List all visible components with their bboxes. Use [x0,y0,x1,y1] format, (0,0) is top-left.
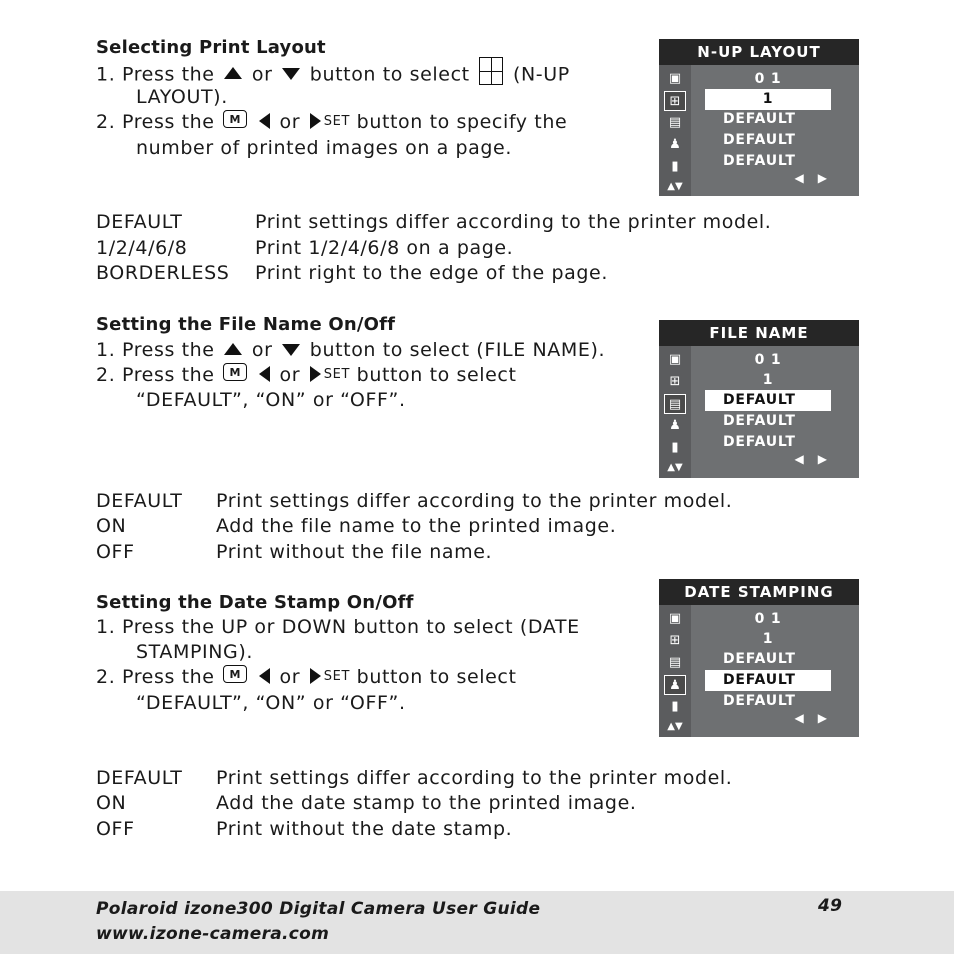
option-desc: Add the file name to the printed image. [216,515,617,537]
step-2-continuation: “DEFAULT”, “ON” or “OFF”. [136,692,406,714]
right-arrow-icon [310,668,321,684]
option-row [96,262,608,284]
option-key: DEFAULT [96,490,183,512]
layout-icon: ⊞ [664,91,686,111]
option-key: DEFAULT [96,211,183,233]
up-arrow-icon [224,67,242,79]
filename-icon: ▤ [668,115,682,130]
panel-row: DEFAULT [723,111,796,127]
panel-row: DEFAULT [723,651,796,667]
lcd-panel-date-stamping [659,579,859,737]
panel-row-selected: DEFAULT [705,670,831,691]
panel-row: 1 [762,372,774,388]
panel-row: DEFAULT [723,413,796,429]
print-icon: ▮ [671,699,679,714]
nup-layout-icon [479,57,503,85]
option-desc: Print right to the edge of the page. [255,262,608,284]
up-down-icon: ▲▼ [667,181,683,192]
step-text: (N-UP [512,63,570,86]
website-link[interactable]: www.izone-camera.com [96,924,330,944]
section-heading-file-name: Setting the File Name On/Off [96,314,396,335]
panel-row-selected: DEFAULT [705,390,831,411]
step-text: button to select [356,364,517,386]
step-text: button to select [356,666,517,688]
option-desc: Print without the date stamp. [216,818,513,840]
option-row [96,541,493,563]
option-row [96,818,513,840]
set-label: SET [323,114,351,129]
up-down-icon: ▲▼ [667,721,683,732]
option-desc: Add the date stamp to the printed image. [216,792,637,814]
step-text: 2. Press the [96,364,215,386]
step-text: or [251,63,273,86]
option-row [96,767,733,789]
filename-icon: ▤ [668,655,682,670]
option-key: OFF [96,818,135,840]
panel-row: 0 1 [754,71,782,87]
option-row [96,490,733,512]
printer-icon: ▣ [668,352,682,367]
date-stamp-icon: ♟ [664,675,686,695]
left-arrow-icon [259,366,270,382]
down-arrow-icon [282,344,300,356]
panel-title: FILE NAME [659,320,859,346]
panel-row: 0 1 [754,611,782,627]
panel-icon-column [659,65,691,196]
step-1-line [96,61,570,89]
option-key: 1/2/4/6/8 [96,237,188,259]
lcd-panel-file-name [659,320,859,478]
panel-row: DEFAULT [723,693,796,709]
printer-icon: ▣ [668,611,682,626]
right-arrow-icon [310,366,321,382]
step-2-continuation: “DEFAULT”, “ON” or “OFF”. [136,389,406,411]
step-2-line [96,111,567,133]
lcd-panel-nup-layout [659,39,859,196]
step-text: or [279,364,301,386]
step-text: 1. Press the [96,63,215,86]
panel-row-selected: 1 [705,89,831,110]
up-down-icon: ▲▼ [667,462,683,473]
step-2-line [96,364,517,386]
down-arrow-icon [282,68,300,80]
step-text: or [279,111,301,133]
step-text: button to select (FILE NAME). [309,339,606,361]
option-desc: Print settings differ according to the printer model. [216,767,733,789]
left-right-arrows-icon: ◀▶ [794,452,841,466]
menu-button-icon: M [223,363,247,381]
step-text: button to specify the [356,111,568,133]
left-arrow-icon [259,113,270,129]
step-2-line [96,666,517,688]
date-stamp-icon: ♟ [669,418,681,433]
step-text: 1. Press the [96,339,215,361]
guide-title: Polaroid izone300 Digital Camera User Guide [96,899,541,919]
option-row [96,792,637,814]
menu-button-icon: M [223,665,247,683]
panel-row: DEFAULT [723,132,796,148]
step-text: or [251,339,273,361]
print-icon: ▮ [671,159,679,174]
option-row [96,515,617,537]
panel-title: DATE STAMPING [659,579,859,605]
option-row [96,211,772,233]
option-key: BORDERLESS [96,262,230,284]
panel-icon-column [659,605,691,737]
section-heading-date-stamp: Setting the Date Stamp On/Off [96,592,414,613]
panel-row: 0 1 [754,352,782,368]
page-footer [0,891,954,954]
layout-icon: ⊞ [669,633,681,648]
menu-button-icon: M [223,110,247,128]
step-text: button to select [309,63,470,86]
option-row [96,237,514,259]
panel-row: 1 [762,631,774,647]
page-number: 49 [818,896,843,916]
up-arrow-icon [224,343,242,355]
step-1-line: 1. Press the UP or DOWN button to select (DATE [96,616,580,638]
left-right-arrows-icon: ◀▶ [794,171,841,185]
date-stamp-icon: ♟ [669,137,681,152]
step-2-continuation: number of printed images on a page. [136,137,512,159]
set-label: SET [323,669,351,684]
panel-row: DEFAULT [723,434,796,450]
option-key: ON [96,792,127,814]
option-desc: Print settings differ according to the printer model. [255,211,772,233]
step-text: or [279,666,301,688]
printer-icon: ▣ [668,71,682,86]
panel-row: DEFAULT [723,153,796,169]
option-key: ON [96,515,127,537]
step-1-continuation: STAMPING). [136,641,254,663]
set-label: SET [323,367,351,382]
option-key: OFF [96,541,135,563]
option-key: DEFAULT [96,767,183,789]
step-text: 2. Press the [96,666,215,688]
right-arrow-icon [310,113,321,129]
filename-icon: ▤ [664,394,686,414]
left-right-arrows-icon: ◀▶ [794,711,841,725]
step-text: 2. Press the [96,111,215,133]
step-1-continuation: LAYOUT). [136,86,228,108]
panel-title: N-UP LAYOUT [659,39,859,65]
panel-icon-column [659,346,691,478]
step-1-line [96,339,605,361]
option-desc: Print 1/2/4/6/8 on a page. [255,237,514,259]
option-desc: Print settings differ according to the printer model. [216,490,733,512]
section-heading-print-layout: Selecting Print Layout [96,37,326,58]
print-icon: ▮ [671,440,679,455]
option-desc: Print without the file name. [216,541,493,563]
layout-icon: ⊞ [669,374,681,389]
left-arrow-icon [259,668,270,684]
